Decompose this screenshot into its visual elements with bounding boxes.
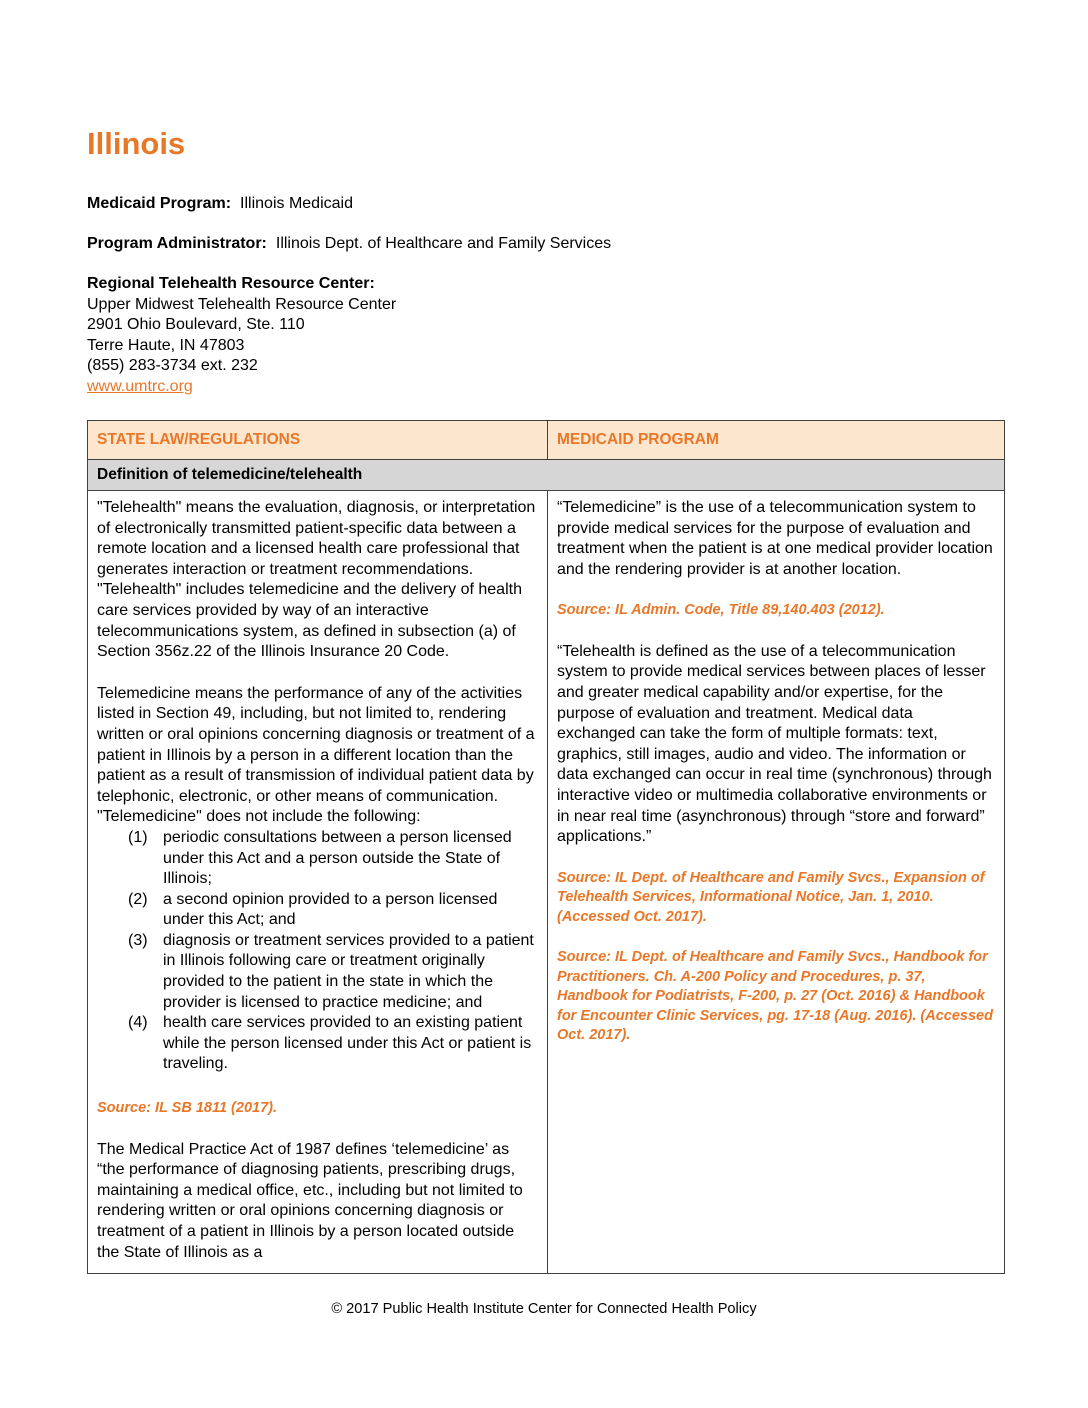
resource-center-link[interactable]: www.umtrc.org [87,377,193,395]
table-body-row [88,491,1005,1274]
resource-center-line: Terre Haute, IN 47803 [87,336,245,354]
page-title: Illinois [87,126,186,161]
list-item-text: health care services provided to an existing patient while the person licensed under this Act or patient is traveling. [163,1014,532,1073]
source-citation: Source: IL Dept. of Healthcare and Family Svcs., Expansion of Telehealth Services, Informational Notice, Jan. 1, 2010. (Accessed Oct. 2017). [557,869,985,925]
program-administrator-value: Illinois Dept. of Healthcare and Family Services [275,235,612,252]
policy-table [87,420,1005,1274]
paragraph: The Medical Practice Act of 1987 defines ‘telemedicine’ as “the performance of diagnosing patients, prescribing drugs, maintaining a medical office, etc., including but not limited to rendering written or oral opinions concerning diagnosis or treatment of a patient in Illinois by a person located outside the State of Illinois as a [97,1140,523,1261]
list-item-number: (2) [128,890,148,908]
section-header: Definition of telemedicine/telehealth [88,460,1005,491]
resource-center-line: 2901 Ohio Boulevard, Ste. 110 [87,316,305,333]
medicaid-cell [548,491,1005,1274]
resource-center-line: Upper Midwest Telehealth Resource Center [87,295,397,313]
paragraph: Telemedicine means the performance of any of the activities listed in Section 49, including, but not limited to, rendering written or oral opinions concerning diagnosis or treatment of a patient in Illinois by a person in a different location than the patient as a result of transmission of individual patient data by telephonic, electronic, or other means of communication. "Telemedicine" does not include the following: [97,684,535,826]
source-citation: Source: IL Admin. Code, Title 89,140.403 (2012). [557,602,885,619]
state-law-cell [88,491,548,1274]
paragraph: “Telemedicine” is the use of a telecommunication system to provide medical services for the purpose of evaluation and treatment when the patient is at one medical provider location and the rendering provider is at another location. [557,499,993,578]
medicaid-program-label: Medicaid Program: [87,195,232,212]
list-item [128,931,538,1013]
paragraph: “Telehealth is defined as the use of a telecommunication system to provide medical services between places of lesser and greater medical capability and/or expertise, for the purpose of evaluation and treatment. Medical data exchanged can take the form of multiple formats: text, graphics, still images, audio and video. The information or data exchanged can occur in real time (synchronous) through interactive video or multimedia collaborative environments or in near real time (asynchronous) through “store and forward” applications.” [557,642,992,846]
list-item [128,890,538,931]
section-header-row [88,460,1005,491]
program-administrator-line [87,233,1005,254]
col-header-state-law: STATE LAW/REGULATIONS [88,421,548,460]
list-item [128,828,538,890]
list-item-number: (4) [128,1014,148,1032]
list-item-text: diagnosis or treatment services provided to a patient in Illinois following care or treatment originally provided to the patient in the state in which the provider is licensed to practice medicine; and [163,931,534,1011]
source-citation: Source: IL SB 1811 (2017). [97,1100,277,1117]
resource-center-block [87,274,1005,397]
list-item [128,1013,538,1075]
numbered-list [128,828,538,1075]
list-item-number: (3) [128,931,148,949]
list-item-text: a second opinion provided to a person licensed under this Act; and [163,890,498,929]
program-administrator-label: Program Administrator: [87,235,267,252]
table-header-row [88,421,1005,460]
medicaid-program-line [87,193,1005,214]
source-citation: Source: IL Dept. of Healthcare and Family Svcs., Handbook for Practitioners. Ch. A-200 Policy and Procedures, p. 37, Handbook for Podiatrists, F-200, p. 27 (Oct. 2016) & Handbook for Encounter Clinic Services, pg. 17-18 (Aug. 2016). (Accessed Oct. 2017). [557,949,993,1044]
list-item-number: (1) [128,828,148,846]
paragraph: "Telehealth" means the evaluation, diagnosis, or interpretation of electronically transmitted patient-specific data between a remote location and a licensed health care professional that generates interaction or treatment recommendations. "Telehealth" includes telemedicine and the delivery of health care services provided by way of an interactive telecommunications system, as defined in subsection (a) of Section 356z.22 of the Illinois Insurance 20 Code. [97,499,536,661]
col-header-medicaid: MEDICAID PROGRAM [548,421,1005,460]
list-item-text: periodic consultations between a person licensed under this Act and a person outside the State of Illinois; [163,828,512,888]
medicaid-program-value: Illinois Medicaid [240,195,353,212]
resource-center-label: Regional Telehealth Resource Center: [87,275,375,292]
resource-center-line: (855) 283-3734 ext. 232 [87,357,258,374]
page-footer: © 2017 Public Health Institute Center for Connected Health Policy [331,1301,757,1318]
